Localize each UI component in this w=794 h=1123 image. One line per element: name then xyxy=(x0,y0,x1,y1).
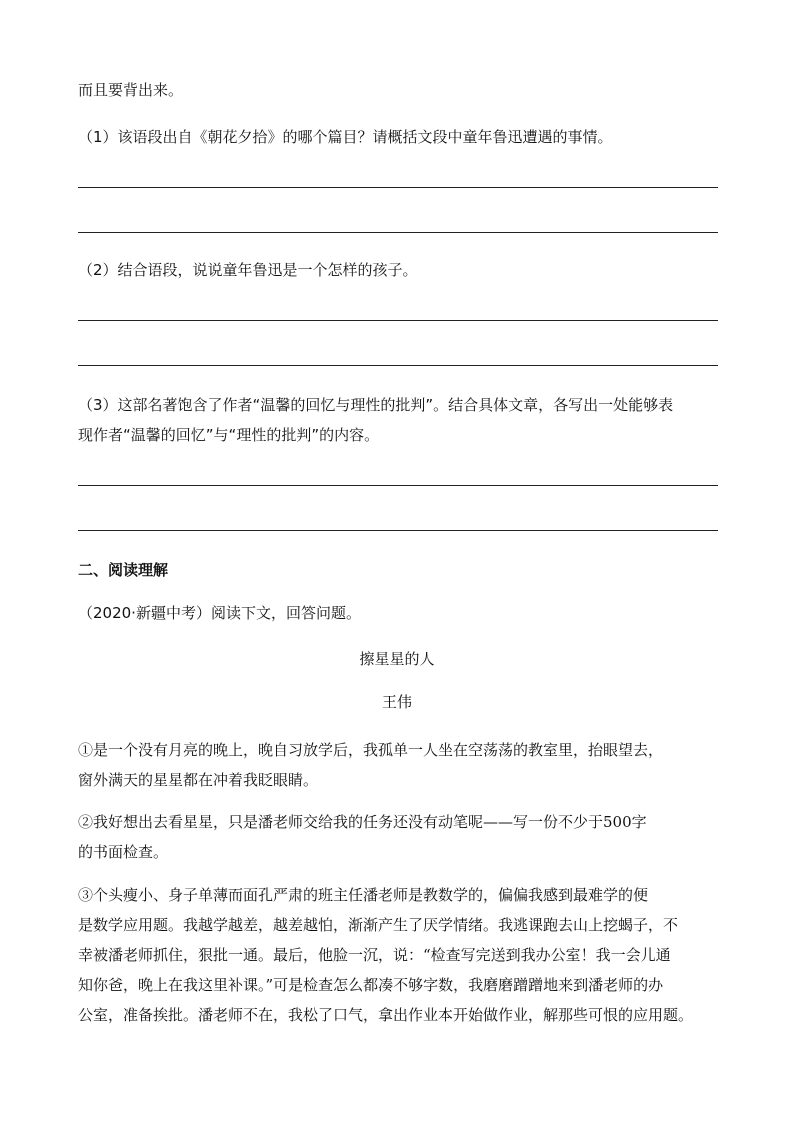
paragraph-line: 是数学应用题。我越学越差，越差越怕，渐渐产生了厌学情绪。我逃课跑去山上挖蝎子，不 xyxy=(78,916,679,934)
paragraph-line: 公室，准备挨批。潘老师不在，我松了口气，拿出作业本开始做作业，解那些可恨的应用题。 xyxy=(78,1006,694,1024)
source-note: （2020·新疆中考）阅读下文，回答问题。 xyxy=(78,604,361,622)
question-1: （1）该语段出自《朝花夕拾》的哪个篇目？请概括文段中童年鲁迅遭遇的事情。 xyxy=(78,128,613,146)
answer-line[interactable] xyxy=(78,485,718,486)
paragraph-line: 知你爸，晚上在我这里补课。”可是检查怎么都凑不够字数，我磨磨蹭蹭地来到潘老师的办 xyxy=(78,976,664,994)
question-2: （2）结合语段，说说童年鲁迅是一个怎样的孩子。 xyxy=(78,261,418,279)
paragraph-3 xyxy=(78,880,723,1030)
paragraph-line: 窗外满天的星星都在冲着我眨眼睛。 xyxy=(78,771,319,789)
paragraph-line: 幸被潘老师抓住，狠批一通。最后，他脸一沉，说：“检查写完送到我办公室！我一会儿通 xyxy=(78,946,671,964)
paragraph-2 xyxy=(78,807,723,867)
answer-line[interactable] xyxy=(78,365,718,366)
answer-line[interactable] xyxy=(78,187,718,188)
answer-line[interactable] xyxy=(78,530,718,531)
question-3-line-1: （3）这部名著饱含了作者“温馨的回忆与理性的批判”。结合具体文章，各写出一处能够表 xyxy=(78,396,674,414)
paragraph-line: 的书面检查。 xyxy=(78,843,169,861)
article-author: 王伟 xyxy=(381,693,412,711)
section-heading: 二、阅读理解 xyxy=(78,561,169,579)
answer-line[interactable] xyxy=(78,232,718,233)
article-title: 擦星星的人 xyxy=(359,650,435,668)
question-3-line-2: 现作者“温馨的回忆”与“理性的批判”的内容。 xyxy=(78,426,380,444)
paragraph-line: ②我好想出去看星星，只是潘老师交给我的任务还没有动笔呢——写一份不少于500字 xyxy=(78,813,647,831)
paragraph-line: ③个头瘦小、身子单薄而面孔严肃的班主任潘老师是教数学的，偏偏我感到最难学的便 xyxy=(78,886,649,904)
continued-text-line: 而且要背出来。 xyxy=(78,81,184,99)
paragraph-1 xyxy=(78,735,723,795)
paragraph-line: ①是一个没有月亮的晚上，晚自习放学后，我孤单一人坐在空荡荡的教室里，抬眼望去， xyxy=(78,741,664,759)
answer-line[interactable] xyxy=(78,320,718,321)
